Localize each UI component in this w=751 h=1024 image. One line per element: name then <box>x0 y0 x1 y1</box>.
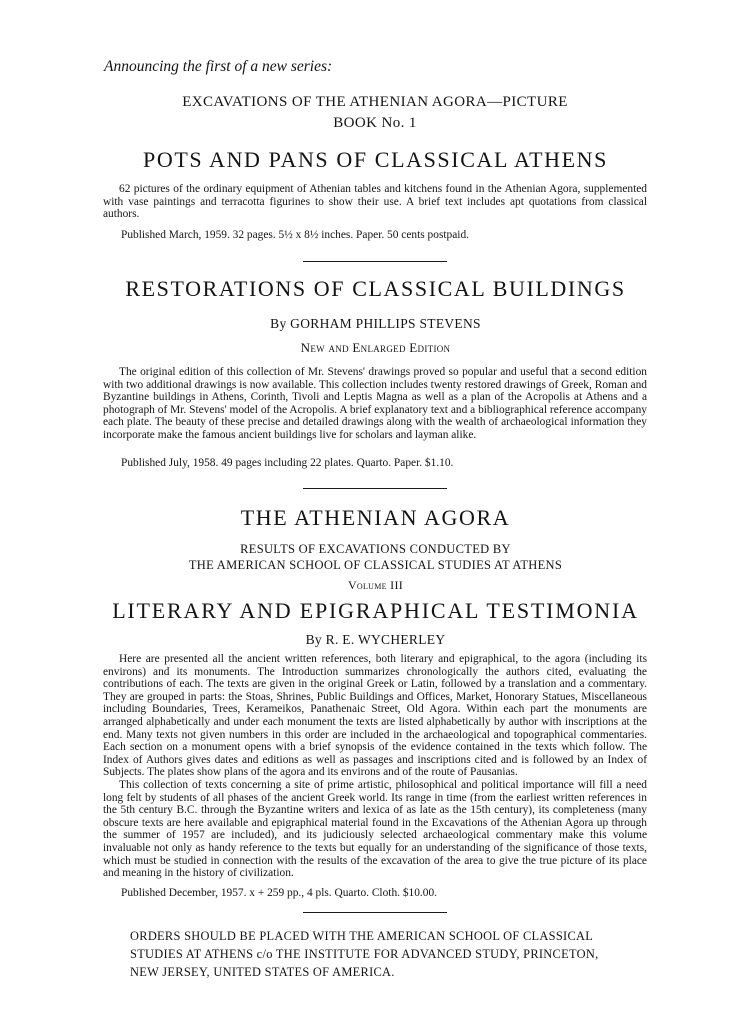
restorations-author: By GORHAM PHILLIPS STEVENS <box>270 316 481 331</box>
agora-subtitle-2: THE AMERICAN SCHOOL OF CLASSICAL STUDIES AT ATHENS <box>188 558 563 572</box>
restorations-description <box>103 366 647 442</box>
agora-subtitle-1: RESULTS OF EXCAVATIONS CONDUCTED BY <box>240 542 511 556</box>
agora-paragraph-1: Here are presented all the ancient written references, both literary and epigraphical, to the agora (including its environs) and its monuments. The Introduction summarizes chronologically the authors cited, evaluating the contributions of each. The texts are given in the original Greek or Latin, followed by a translation and a commentary. They are grouped in parts: the Stoas, Shrines, Public Buildings and Offices, Market, Honorary Statues, Miscellaneous including Boundaries, Trees, Kerameikos, Panathenaic Street, Old Agora. Within each part the monuments are arranged alphabetically and under each monument the texts are listed alphabetically by author with inscriptions at the end. Many texts not given numbers in this order are included in the archaeological and topographical commentaries. Each section on a monument opens with a brief synopsis of the evidence contained in the texts which follow. The Index of Authors gives dates and editions as well as passages and inscriptions cited and is followed by an Index of Subjects. The plates show plans of the agora and its environs and of the route of Pausanias. <box>103 653 647 779</box>
agora-volume: Volume III <box>347 578 404 592</box>
section-divider <box>303 488 447 489</box>
restorations-description-text: The original edition of this collection of Mr. Stevens' drawings proved so popular and useful that a second edition with two additional drawings is now available. This collection includes twenty restored drawings of Greek, Roman and Byzantine buildings in Athens, Corinth, Tivoli and Leptis Magna as well as a plan of the Acropolis at Athens and a photograph of Mr. Stevens' model of the Acropolis. A brief explanatory text and a bibliographical reference accompany each plate. The beauty of these precise and detailed drawings along with the wealth of archaeological information they incorporate make the famous ancient buildings live for scholars and layman alike. <box>103 366 647 441</box>
orders-notice <box>130 928 640 981</box>
series-line-1: EXCAVATIONS OF THE ATHENIAN AGORA—PICTURE <box>182 94 568 110</box>
intro-line: Announcing the first of a new series: <box>104 58 333 75</box>
series-heading <box>120 92 630 134</box>
agora-author: By R. E. WYCHERLEY <box>305 632 446 647</box>
restorations-published: Published July, 1958. 49 pages including 22 plates. Quarto. Paper. $1.10. <box>121 457 454 469</box>
orders-line-1: ORDERS SHOULD BE PLACED WITH THE AMERICAN SCHOOL OF CLASSICAL <box>130 929 594 943</box>
section-divider <box>303 261 447 262</box>
pots-published: Published March, 1959. 32 pages. 5½ x 8½ inches. Paper. 50 cents postpaid. <box>121 229 469 241</box>
agora-published: Published December, 1957. x + 259 pp., 4 pls. Quarto. Cloth. $10.00. <box>121 887 438 899</box>
orders-line-3: NEW JERSEY, UNITED STATES OF AMERICA. <box>130 964 395 979</box>
restorations-title: RESTORATIONS OF CLASSICAL BUILDINGS <box>125 276 626 301</box>
agora-book-title: LITERARY AND EPIGRAPHICAL TESTIMONIA <box>112 598 639 623</box>
pots-description-text: 62 pictures of the ordinary equipment of Athenian tables and kitchens found in the Athenian Agora, supplemented with vase paintings and terracotta figurines to show their use. A brief text includes apt quotations from classical authors. <box>103 183 647 221</box>
restorations-edition: New and Enlarged Edition <box>300 340 451 355</box>
orders-line-2: STUDIES AT ATHENS c/o THE INSTITUTE FOR ADVANCED STUDY, PRINCETON, <box>130 946 599 961</box>
agora-description <box>103 653 647 880</box>
pots-title: POTS AND PANS OF CLASSICAL ATHENS <box>143 147 608 172</box>
pots-description <box>103 183 647 221</box>
agora-title: THE ATHENIAN AGORA <box>240 505 511 530</box>
agora-paragraph-2: This collection of texts concerning a site of prime artistic, philosophical and political importance will fill a need long felt by students of all phases of the ancient Greek world. Its range in time (from the earliest written references in the 5th century B.C. through the Byzantine writers and lexica of as late as the 15th century), its completeness (many obscure texts are here available and epigraphical material found in the Excavations of the Athenian Agora up through the summer of 1957 are included), and its judiciously selected archaeological commentary make this volume invaluable not only as handy reference to the texts but equally for an understanding of the significance of those texts, which must be studied in connection with the results of the excavation of the area to give the true picture of its place and meaning in the history of civilization. <box>103 778 647 880</box>
section-divider <box>303 912 447 913</box>
series-line-2: BOOK No. 1 <box>333 115 417 131</box>
